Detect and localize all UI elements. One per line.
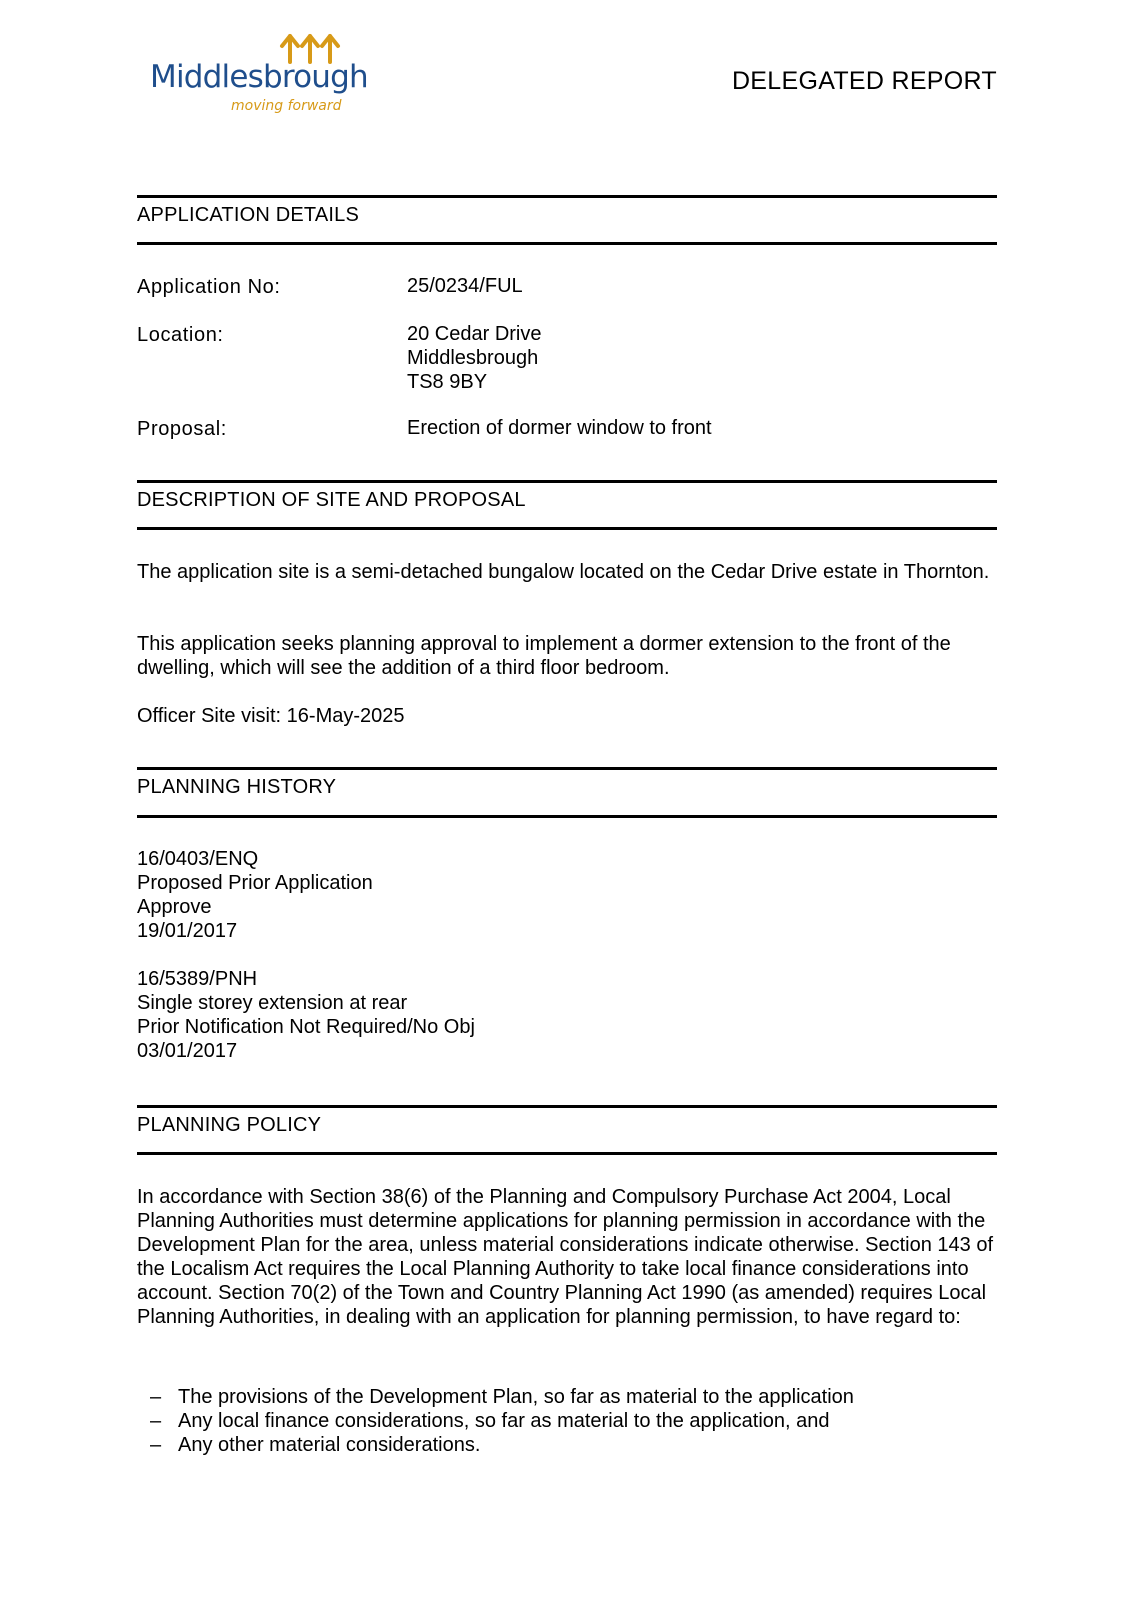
list-item [150, 1433, 854, 1457]
history-reference: 16/0403/ENQ [137, 848, 259, 870]
list-item-text: Any other material considerations. [178, 1434, 481, 1456]
logo-tagline: moving forward [231, 98, 342, 114]
site-visit-date: Officer Site visit: 16-May-2025 [137, 705, 405, 727]
section-divider [137, 767, 997, 770]
description-paragraph: This application seeks planning approval to implement a dormer extension to the front of the dwelling, which will see the addition of a third floor bedroom. [137, 633, 951, 679]
history-entry [137, 967, 475, 1063]
list-item [150, 1409, 854, 1433]
location-line: 20 Cedar Drive [407, 323, 542, 345]
location-line: TS8 9BY [407, 371, 488, 393]
application-no-label: Application No: [137, 276, 281, 298]
council-logo [150, 32, 400, 122]
policy-paragraph: In accordance with Section 38(6) of the Planning and Compulsory Purchase Act 2004, Local Planning Authorities must determine applications for planning permission in accordance with the Development Plan for the area, unless material considerations indicate otherwise. Section 143 of the Localism Act requires the Local Planning Authority to take local finance considerations into account. Section 70(2) of the Town and Country Planning Act 1990 (as amended) requires Local Planning Authorities, in dealing with an application for planning permission, to have regard to: [137, 1186, 994, 1328]
section-divider [137, 242, 997, 245]
location-value [407, 322, 542, 394]
section-divider [137, 815, 997, 818]
application-no-value: 25/0234/FUL [407, 275, 523, 297]
history-decision: Prior Notification Not Required/No Obj [137, 1016, 475, 1038]
history-decision: Approve [137, 896, 212, 918]
description-heading: DESCRIPTION OF SITE AND PROPOSAL [137, 489, 526, 511]
bullet-dash: – [150, 1386, 162, 1408]
section-divider [137, 527, 997, 530]
list-item [150, 1385, 854, 1409]
planning-policy-heading: PLANNING POLICY [137, 1114, 322, 1136]
list-item-text: Any local finance considerations, so far as material to the application, and [178, 1410, 830, 1432]
proposal-value: Erection of dormer window to front [407, 417, 712, 439]
application-details-heading: APPLICATION DETAILS [137, 204, 360, 226]
proposal-label: Proposal: [137, 418, 227, 440]
history-reference: 16/5389/PNH [137, 968, 258, 990]
section-divider [137, 1105, 997, 1108]
planning-history-heading: PLANNING HISTORY [137, 776, 337, 798]
description-paragraph: The application site is a semi-detached bungalow located on the Cedar Drive estate in Thornton. [137, 561, 990, 583]
history-date: 19/01/2017 [137, 920, 238, 942]
history-entry [137, 847, 373, 943]
location-label: Location: [137, 324, 224, 346]
logo-wordmark: Middlesbrough [150, 59, 368, 95]
bullet-dash: – [150, 1434, 162, 1456]
policy-considerations-list [150, 1385, 854, 1457]
history-description: Proposed Prior Application [137, 872, 373, 894]
history-date: 03/01/2017 [137, 1040, 238, 1062]
list-item-text: The provisions of the Development Plan, so far as material to the application [178, 1386, 854, 1408]
location-line: Middlesbrough [407, 347, 539, 369]
bullet-dash: – [150, 1410, 162, 1432]
report-title: DELEGATED REPORT [731, 67, 997, 95]
history-description: Single storey extension at rear [137, 992, 408, 1014]
section-divider [137, 480, 997, 483]
section-divider [137, 1152, 997, 1155]
section-divider [137, 195, 997, 198]
